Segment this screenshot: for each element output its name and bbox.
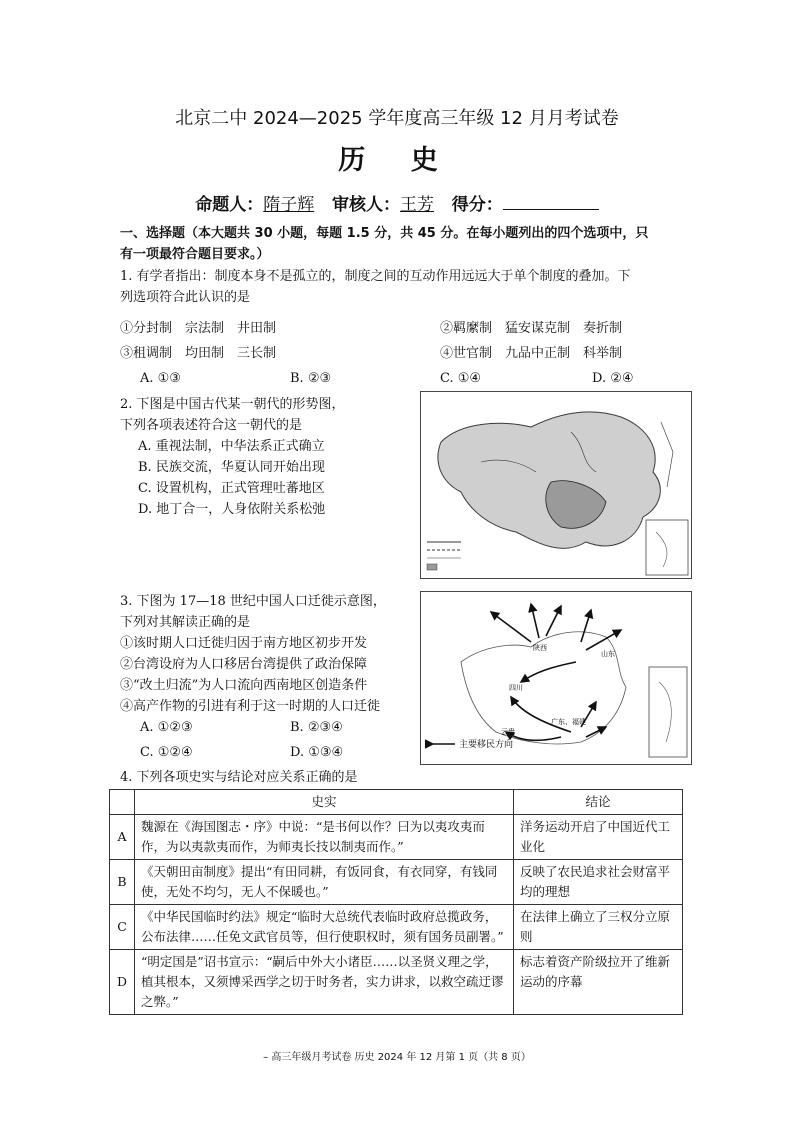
migration-map-graphic <box>421 592 691 764</box>
q4-row-key: B <box>110 860 135 905</box>
q1-item-3: ③租调制 均田制 三长制 <box>120 346 277 361</box>
q3-stem-line2: 下列对其解读正确的是 <box>120 615 251 630</box>
q4-row-key: A <box>110 815 135 860</box>
q4-row-a[interactable] <box>110 815 683 860</box>
q1-option-c[interactable]: C. ①④ <box>440 371 482 386</box>
q2-stem-line1: 2. 下图是中国古代某一朝代的形势图， <box>120 397 345 412</box>
page-footer: – 高三年级月考试卷 历史 2024 年 12 月第 1 页（共 8 页） <box>263 1052 531 1063</box>
migration-map <box>420 591 692 765</box>
author-line <box>0 190 794 215</box>
map-legend-label: 主要移民方向 <box>459 740 514 750</box>
q4-row-d[interactable] <box>110 950 683 1015</box>
q4-row-fact: 《天朝田亩制度》提出“有田同耕，有饭同食，有衣同穿，有钱同使，无处不均匀，无人不保暖也。” <box>135 860 514 905</box>
q4-row-key: D <box>110 950 135 1015</box>
map-label-guangdong: 广东、福建 <box>551 718 586 726</box>
q3-item-2: ②台湾设府为人口移居台湾提供了政治保障 <box>120 657 368 672</box>
q3-stem-line1: 3. 下图为 17—18 世纪中国人口迁徙示意图， <box>120 594 386 609</box>
q1-option-d[interactable]: D. ②④ <box>592 371 634 386</box>
q2-option-d[interactable]: D. 地丁合一，人身依附关系松弛 <box>138 502 326 517</box>
q2-stem-line2: 下列各项表述符合这一朝代的是 <box>120 418 303 433</box>
q3-item-1: ①该时期人口迁徙归因于南方地区初步开发 <box>120 636 368 651</box>
q3-item-3: ③“改土归流”为人口流向西南地区创造条件 <box>120 678 368 693</box>
q1-stem-line2: 列选项符合此认识的是 <box>120 290 251 305</box>
q4-row-conclusion: 洋务运动开启了中国近代工业化 <box>514 815 683 860</box>
question-2 <box>120 394 345 520</box>
reviewer-name: 王芳 <box>400 195 434 215</box>
q4-row-conclusion: 反映了农民追求社会财富平均的理想 <box>514 860 683 905</box>
q4-row-fact: “明定国是”诏书宣示：“嗣后中外大小诸臣……以圣贤义理之学，植其根本，又须博采西学之切于时务者，实力讲求，以救空疏迂谬之弊。” <box>135 950 514 1015</box>
question-1 <box>120 266 690 308</box>
section-heading-line2: 有一项最符合题目要求。） <box>120 247 270 262</box>
q2-option-b[interactable]: B. 民族交流，华夏认同开始出现 <box>138 460 325 475</box>
q4-row-c[interactable] <box>110 905 683 950</box>
map-label-shaanxi: 陕西 <box>533 644 547 652</box>
q4-row-fact: 《中华民国临时约法》规定“临时大总统代表临时政府总揽政务，公布法律……任免文武官员等，但行使职权时，须有国务员副署。” <box>135 905 514 950</box>
dynasty-map-graphic <box>421 392 691 578</box>
score-blank <box>503 195 599 210</box>
dynasty-territory-map <box>420 391 692 579</box>
exam-title: 北京二中 2024—2025 学年度高三年级 12 月月考试卷 <box>175 108 619 129</box>
q2-option-c[interactable]: C. 设置机构，正式管理吐蕃地区 <box>138 481 325 496</box>
reviewer-label: 审核人： <box>332 195 400 215</box>
q1-item-4: ④世官制 九品中正制 科举制 <box>440 346 623 361</box>
q4-col-key <box>110 790 135 815</box>
subject-title: 历 史 <box>338 145 456 176</box>
q4-row-key: C <box>110 905 135 950</box>
author-name: 隋子辉 <box>263 195 315 215</box>
map-label-shandong: 山东 <box>601 650 615 658</box>
q4-table-wrapper <box>109 789 683 1015</box>
q3-option-c[interactable]: C. ①②④ <box>140 745 193 760</box>
section-heading <box>120 223 700 265</box>
q3-option-d[interactable]: D. ①③④ <box>290 745 344 760</box>
q4-table <box>109 789 683 1015</box>
author-label: 命题人： <box>195 195 264 215</box>
q1-option-b[interactable]: B. ②③ <box>290 371 332 386</box>
q2-option-a[interactable]: A. 重视法制，中华法系正式确立 <box>138 439 325 454</box>
q1-item-2: ②羁縻制 猛安谋克制 奏折制 <box>440 321 623 336</box>
q4-row-b[interactable] <box>110 860 683 905</box>
map-label-sichuan: 四川 <box>509 684 523 692</box>
q1-option-a[interactable]: A. ①③ <box>140 371 181 386</box>
q4-table-header <box>110 790 683 815</box>
q4-row-fact: 魏源在《海国图志・序》中说：“是书何以作？曰为以夷攻夷而作，为以夷款夷而作，为师夷长技以制夷而作。” <box>135 815 514 860</box>
q4-row-conclusion: 在法律上确立了三权分立原则 <box>514 905 683 950</box>
score-label: 得分： <box>451 195 503 215</box>
q4-col-conclusion: 结论 <box>514 790 683 815</box>
q4-stem: 4. 下列各项史实与结论对应关系正确的是 <box>120 770 358 785</box>
q3-option-b[interactable]: B. ②③④ <box>290 720 343 735</box>
q4-col-fact: 史实 <box>135 790 514 815</box>
q3-item-4: ④高产作物的引进有利于这一时期的人口迁徙 <box>120 699 381 714</box>
map-label-yunnan: 云贵 <box>501 728 515 736</box>
q1-stem-line1: 1. 有学者指出：制度本身不是孤立的，制度之间的互动作用远远大于单个制度的叠加。下 <box>120 269 631 284</box>
q1-item-1: ①分封制 宗法制 井田制 <box>120 321 277 336</box>
question-3 <box>120 591 386 717</box>
q4-row-conclusion: 标志着资产阶级拉开了维新运动的序幕 <box>514 950 683 1015</box>
q3-option-a[interactable]: A. ①②③ <box>140 720 193 735</box>
section-heading-line1: 一、选择题（本大题共 30 小题，每题 1.5 分，共 45 分。在每小题列出的四个选项中，只 <box>120 226 649 241</box>
